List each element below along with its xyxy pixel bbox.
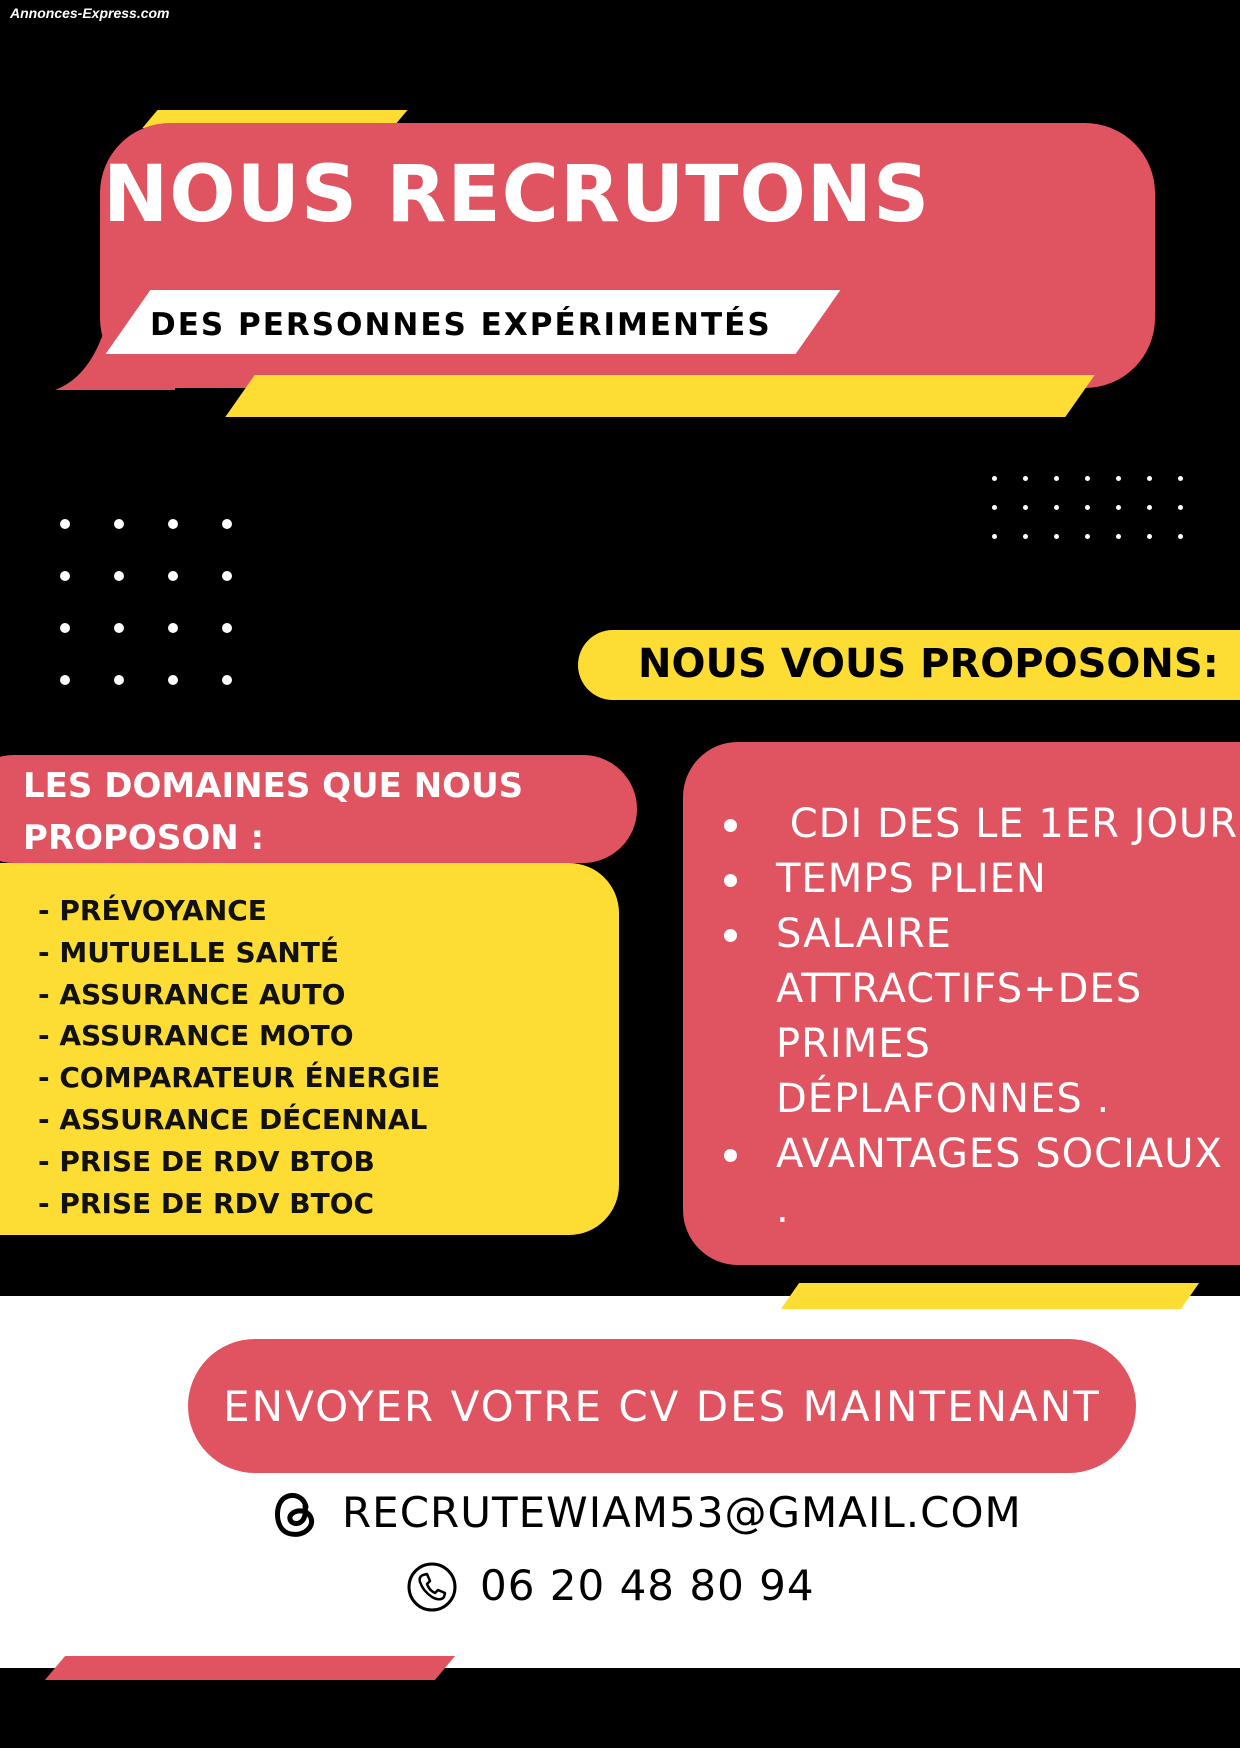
email-link[interactable]: RECRUTEWIAM53@GMAIL.COM bbox=[342, 1488, 1022, 1537]
list-item: - ASSURANCE AUTO bbox=[38, 977, 346, 1011]
list-item: TEMPS PLIEN bbox=[720, 852, 1240, 907]
list-item: AVANTAGES SOCIAUX . bbox=[720, 1127, 1240, 1237]
send-cv-button[interactable]: ENVOYER VOTRE CV DES MAINTENANT bbox=[188, 1339, 1136, 1473]
list-item: - ASSURANCE DÉCENNAL bbox=[38, 1102, 428, 1136]
domains-list bbox=[38, 890, 440, 1224]
threads-icon bbox=[268, 1487, 322, 1541]
decorative-pink-stripe bbox=[45, 1656, 455, 1680]
decorative-yellow-stripe bbox=[225, 375, 1094, 417]
watermark: Annonces-Express.com bbox=[10, 5, 170, 21]
decorative-yellow-stripe bbox=[781, 1283, 1199, 1309]
domains-title: LES DOMAINES QUE NOUS PROPOSON : bbox=[23, 766, 524, 858]
list-item: CDI DES LE 1ER JOUR bbox=[720, 797, 1240, 852]
list-item: - PRÉVOYANCE bbox=[38, 894, 267, 927]
list-item: - COMPARATEUR ÉNERGIE bbox=[38, 1061, 441, 1095]
offer-title: NOUS VOUS PROPOSONS: bbox=[638, 641, 1219, 687]
list-item: SALAIRE ATTRACTIFS+DES PRIMES DÉPLAFONNES . bbox=[720, 907, 1240, 1127]
decorative-dot-grid bbox=[1033, 1542, 1128, 1637]
page-title: NOUS RECRUTONS bbox=[103, 150, 931, 240]
list-item: - PRISE DE RDV BTOC bbox=[38, 1186, 375, 1220]
phone-icon bbox=[406, 1561, 458, 1613]
list-item: - MUTUELLE SANTÉ bbox=[38, 935, 339, 969]
decorative-dot-grid bbox=[62, 1395, 160, 1487]
phone-link[interactable]: 06 20 48 80 94 bbox=[480, 1561, 815, 1610]
list-item: - PRISE DE RDV BTOB bbox=[38, 1144, 375, 1178]
benefits-list bbox=[720, 797, 1240, 1237]
decorative-dot-grid bbox=[60, 519, 232, 685]
list-item: - ASSURANCE MOTO bbox=[38, 1019, 354, 1053]
decorative-dot-grid bbox=[985, 469, 1191, 546]
page-subtitle: DES PERSONNES EXPÉRIMENTÉS bbox=[150, 307, 772, 343]
